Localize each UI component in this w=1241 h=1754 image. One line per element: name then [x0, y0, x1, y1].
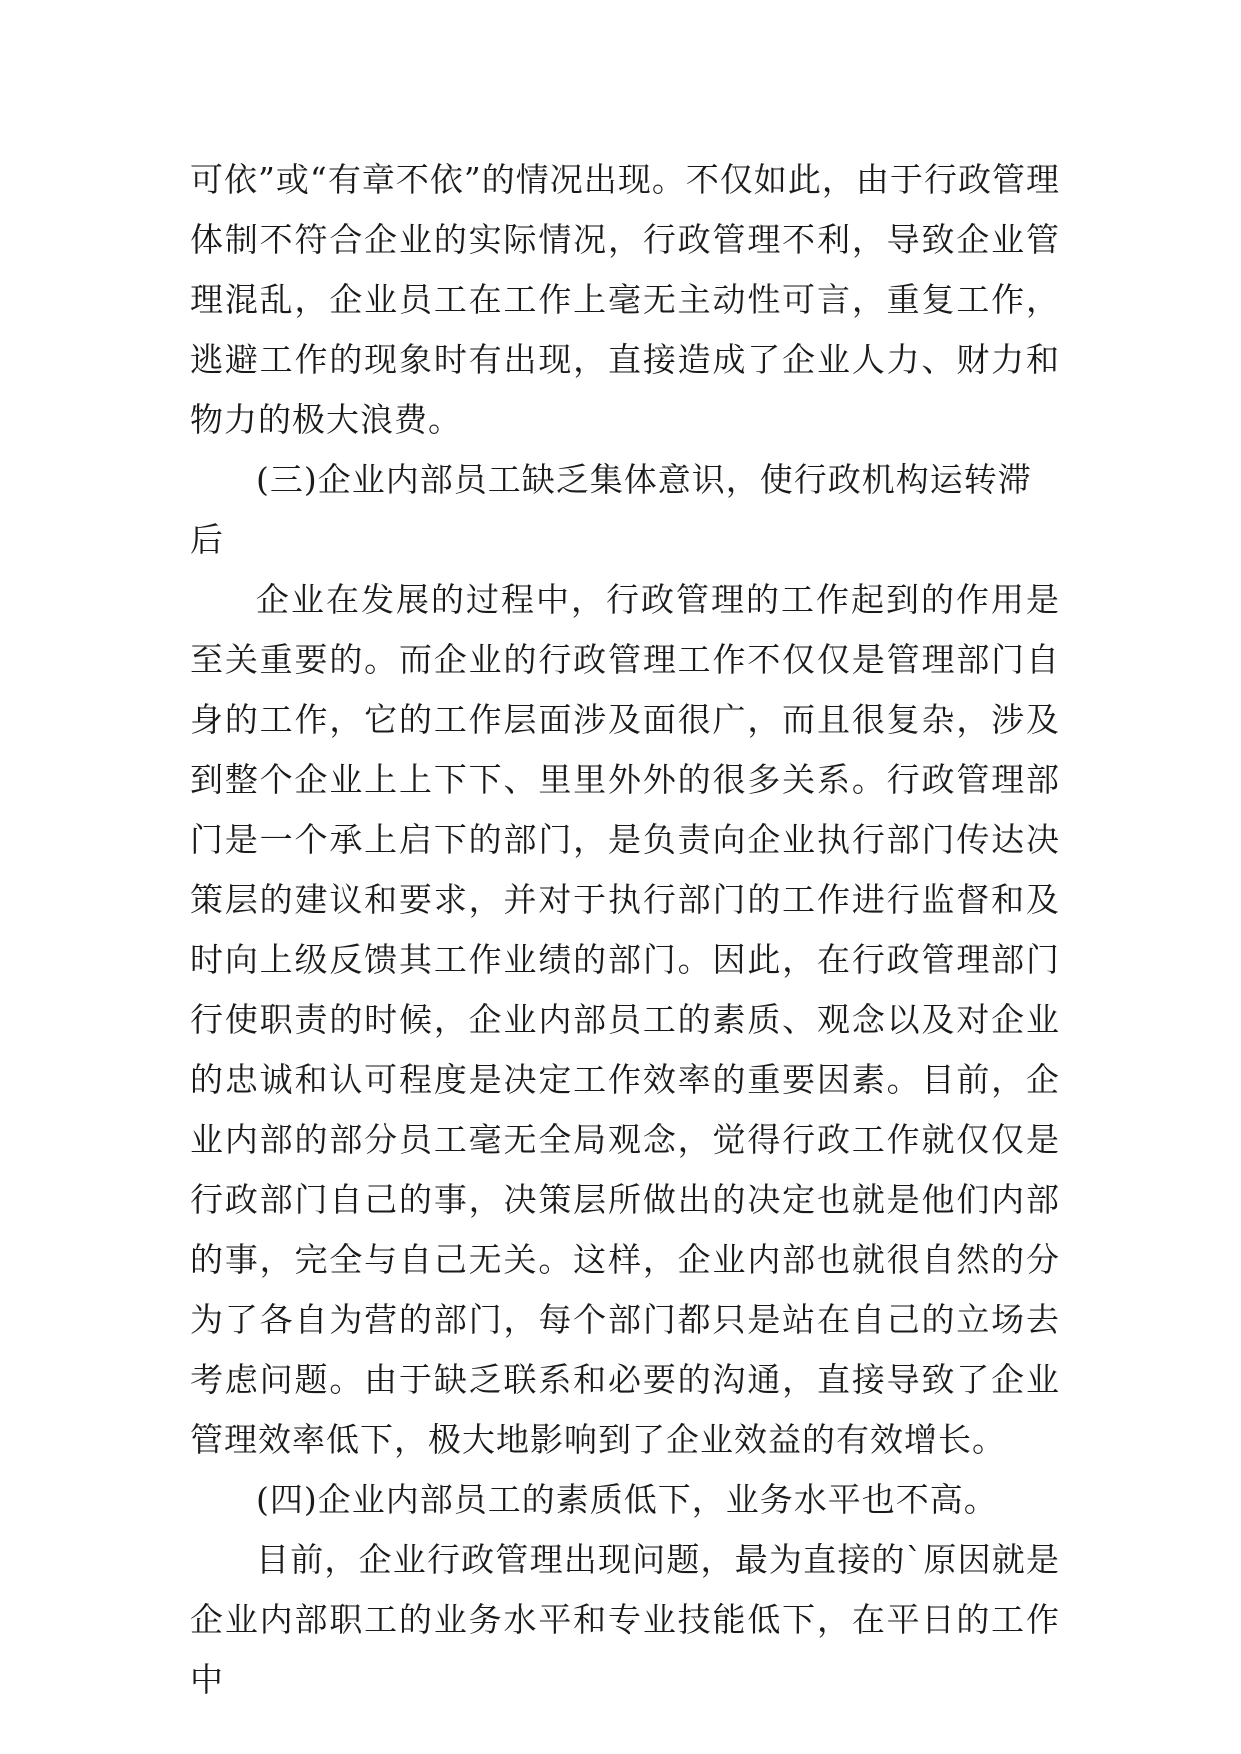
document-body	[190, 150, 1060, 1710]
section-heading-4: (四)企业内部员工的素质低下，业务水平也不高。	[256, 1480, 998, 1519]
paragraph-continuation: 可依”或“有章不依”的情况出现。不仅如此，由于行政管理体制不符合企业的实际情况，行政管理不利，导致企业管理混乱，企业员工在工作上毫无主动性可言，重复工作，逃避工作的现象时有出现，直接造成了企业人力、财力和物力的极大浪费。	[190, 160, 1060, 439]
paragraph-admin-role: 企业在发展的过程中，行政管理的工作起到的作用是至关重要的。而企业的行政管理工作不仅仅是管理部门自身的工作，它的工作层面涉及面很广，而且很复杂，涉及到整个企业上上下下、里里外外的很多关系。行政管理部门是一个承上启下的部门，是负责向企业执行部门传达决策层的建议和要求，并对于执行部门的工作进行监督和及时向上级反馈其工作业绩的部门。因此，在行政管理部门行使职责的时候，企业内部员工的素质、观念以及对企业的忠诚和认可程度是决定工作效率的重要因素。目前，企业内部的部分员工毫无全局观念，觉得行政工作就仅仅是行政部门自己的事，决策层所做出的决定也就是他们内部的事，完全与自己无关。这样，企业内部也就很自然的分为了各自为营的部门，每个部门都只是站在自己的立场去考虑问题。由于缺乏联系和必要的沟通，直接导致了企业管理效率低下，极大地影响到了企业效益的有效增长。	[190, 580, 1060, 1459]
paragraph-staff-quality: 目前，企业行政管理出现问题，最为直接的`原因就是企业内部职工的业务水平和专业技能低下，在平日的工作中	[190, 1540, 1060, 1699]
section-heading-3: (三)企业内部员工缺乏集体意识，使行政机构运转滞后	[190, 460, 1032, 559]
